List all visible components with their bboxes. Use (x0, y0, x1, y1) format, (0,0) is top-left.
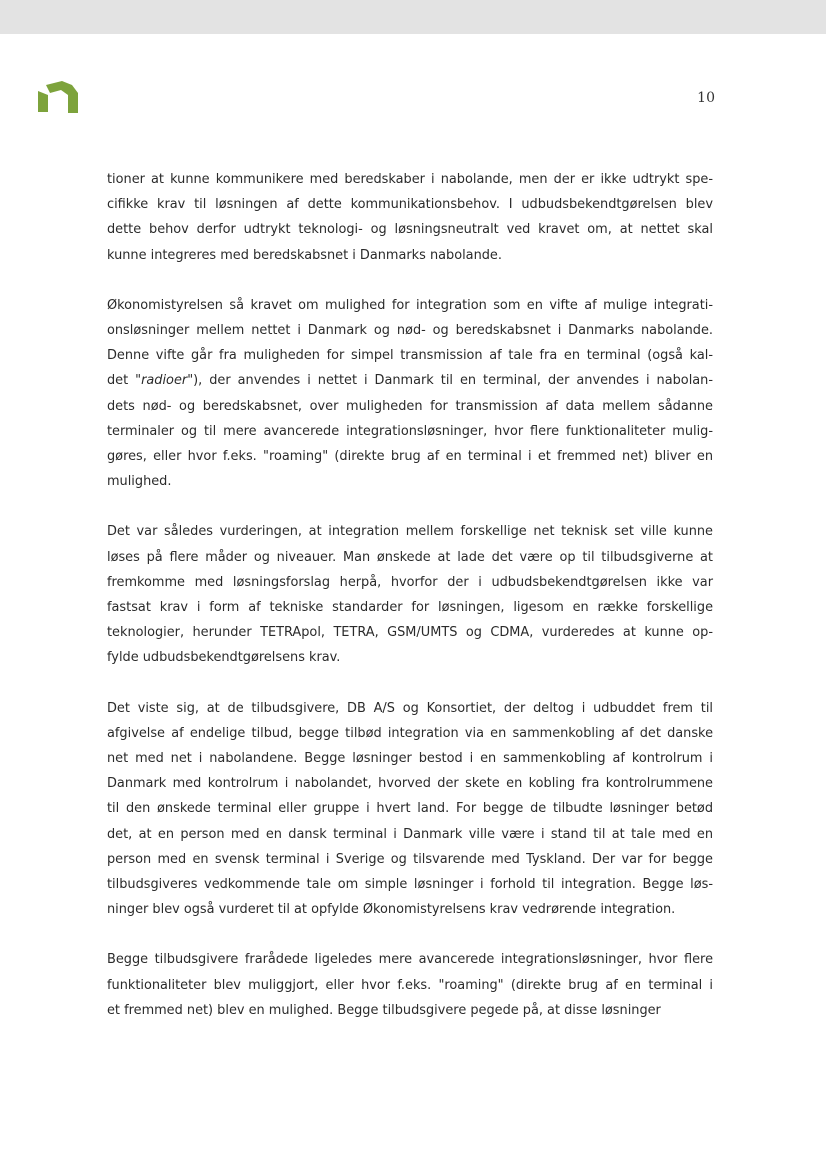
text-line: et fremmed net) blev en mulighed. Begge tilbudsgivere pegede på, at disse løsninger (107, 1002, 661, 1018)
text-line: onsløsninger mellem nettet i Danmark og nød- og beredskabsnet i Danmarks nabolande. (107, 323, 713, 339)
logo-icon (36, 79, 80, 115)
text-line: afgivelse af endelige tilbud, begge tilbød integration via en sammenkobling af det danske (107, 725, 713, 741)
text-line: ninger blev også vurderet til at opfylde Økonomistyrelsens krav vedrørende integration. (107, 902, 676, 918)
text-line: cifikke krav til løsningen af dette kommunikationsbehov. I udbudsbekendtgørelsen blev (107, 197, 713, 213)
text-line: terminaler og til mere avancerede integrationsløsninger, hvor flere funktionaliteter mulig- (107, 423, 713, 439)
text-line: løses på flere måder og niveauer. Man ønskede at lade det være op til tilbudsgiverne at (107, 549, 713, 565)
top-header-band (0, 0, 826, 34)
text-line: Danmark med kontrolrum i nabolandet, hvorved der skete en kobling fra kontrolrummene (107, 776, 713, 792)
text-line: til den ønskede terminal eller gruppe i hvert land. For begge de tilbudte løsninger betød (107, 801, 713, 817)
page-number: 10 (697, 90, 715, 106)
text-line: fylde udbudsbekendtgørelsens krav. (107, 650, 341, 666)
text-line: dette behov derfor udtrykt teknologi- og løsningsneutralt ved kravet om, at nettet skal (107, 222, 713, 238)
text-line: mulighed. (107, 474, 172, 490)
text-line: tioner at kunne kommunikere med beredskaber i nabolande, men der er ikke udtrykt spe- (107, 172, 713, 187)
document-body (107, 167, 713, 1048)
paragraph (107, 293, 713, 495)
paragraph (107, 519, 713, 670)
text-line: Denne vifte går fra muligheden for simpel transmission af tale fra en terminal (også kal- (107, 348, 713, 364)
text-line: Det var således vurderingen, at integration mellem forskellige net teknisk set ville kunne (107, 524, 713, 540)
text-line: gøres, eller hvor f.eks. "roaming" (direkte brug af en terminal i et fremmed net) bliver en (107, 449, 713, 465)
text-line: Begge tilbudsgivere frarådede ligeledes mere avancerede integrationsløsninger, hvor flere (107, 952, 713, 968)
text-line: fastsat krav i form af tekniske standarder for løsningen, ligesom en række forskellige (107, 600, 713, 616)
paragraph (107, 696, 713, 923)
text-line: Økonomistyrelsen så kravet om mulighed for integration som en vifte af mulige integrati- (107, 297, 713, 313)
text-line: Det viste sig, at de tilbudsgivere, DB A/S og Konsortiet, der deltog i udbuddet frem til (107, 700, 713, 716)
text-line: kunne integreres med beredskabsnet i Danmarks nabolande. (107, 247, 502, 263)
text-line: teknologier, herunder TETRApol, TETRA, GSM/UMTS og CDMA, vurderedes at kunne op- (107, 625, 713, 641)
text-line: funktionaliteter blev muliggjort, eller hvor f.eks. "roaming" (direkte brug af en terminal i (107, 977, 713, 993)
text-line: dets nød- og beredskabsnet, over muligheden for transmission af data mellem sådanne (107, 398, 713, 414)
text-line: tilbudsgiveres vedkommende tale om simple løsninger i forhold til integration. Begge løs- (107, 877, 713, 893)
text-line: det, at en person med en dansk terminal i Danmark ville være i stand til at tale med en (107, 826, 713, 842)
text-line: fremkomme med løsningsforslag herpå, hvorfor der i udbudsbekendtgørelsen ikke var (107, 574, 713, 590)
text-line: net med net i nabolandene. Begge løsninger bestod i en sammenkobling af kontrolrum i (107, 751, 713, 767)
text-line: person med en svensk terminal i Sverige og tilsvarende med Tyskland. Der var for begge (107, 851, 713, 867)
paragraph (107, 947, 713, 1023)
text-line: det "radioer"), der anvendes i nettet i Danmark til en terminal, der anvendes i nabolan- (107, 373, 714, 389)
paragraph (107, 167, 713, 268)
